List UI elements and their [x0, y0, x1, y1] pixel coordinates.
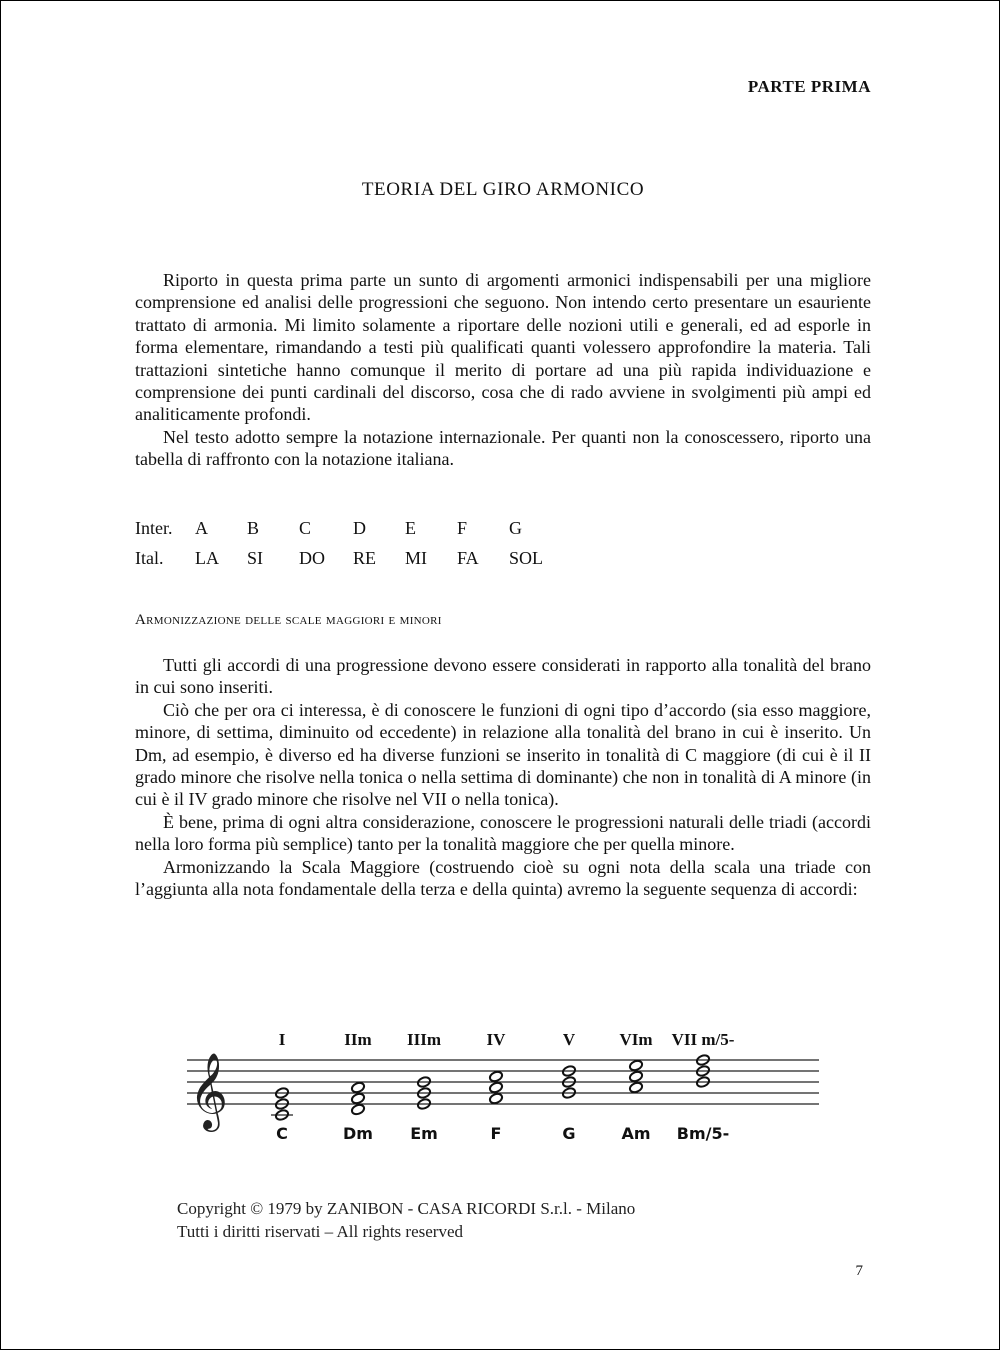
chord-name-label: Bm/5-	[676, 1124, 730, 1143]
notation-cell: RE	[353, 548, 377, 568]
notation-cell: F	[457, 518, 468, 538]
chord-name-label: G	[562, 1124, 576, 1143]
chord-degree-label: IV	[486, 1030, 506, 1049]
music-staff-example	[171, 1021, 831, 1151]
section-paragraph: Tutti gli accordi di una progressione devono essere considerati in rapporto alla tonalità del brano in cui sono inseriti.	[135, 655, 871, 698]
whole-note	[629, 1070, 644, 1083]
section-text	[135, 654, 871, 900]
chord-degree-label: IIm	[344, 1030, 372, 1049]
intro-paragraph: Riporto in questa prima parte un sunto di argomenti armonici indispensabili per una migliore comprensione ed analisi delle progressioni che seguono. Non intendo certo presentare un esauriente trattato di armonia. Mi limito solamente a riportare delle nozioni utili e generali, ed ad esporle in forma elementare, rimandando a testi più qualificati quanti volessero approfondire la materia. Tali trattazioni sintetiche hanno comunque il merito di portare ad una più rapida individuazione e comprensione dei punti cardinali del discorso, cosa che di rado avviene in svolgimenti più ampi ed analiticamente profondi.	[135, 270, 871, 425]
notation-cell: FA	[457, 548, 479, 568]
page-number: 7	[855, 1263, 863, 1279]
whole-note	[351, 1081, 366, 1094]
chord-degree-label: VIm	[619, 1030, 653, 1049]
notation-label: Ital.	[135, 548, 164, 568]
part-label: PARTE PRIMA	[747, 77, 871, 96]
whole-note	[351, 1092, 366, 1105]
notation-cell: C	[299, 518, 312, 538]
section-paragraph: Ciò che per ora ci interessa, è di conoscere le funzioni di ogni tipo d’accordo (sia esso maggiore, minore, di settima, diminuito od eccedente) in relazione alla tonalità del brano in cui è inserito. Un Dm, ad esempio, è diverso ed ha diverse funzioni se inserito in tonalità di C maggiore (di cui è il II grado minore che risolve nella tonica o nella settima di dominante) che non in tonalità di A minore (in cui è il IV grado minore che risolve nel VII o nella tonica).	[135, 699, 871, 810]
intro-paragraph: Nel testo adotto sempre la notazione internazionale. Per quanti non la conoscessero, riporto una tabella di raffronto con la notazione italiana.	[135, 426, 871, 470]
notation-cell: SI	[247, 548, 264, 568]
whole-note	[489, 1081, 504, 1094]
intro-text	[135, 269, 871, 471]
chord-name-label: F	[490, 1124, 502, 1143]
notation-cell: D	[353, 518, 366, 538]
notation-label: Inter.	[135, 518, 173, 538]
notation-cell: E	[405, 518, 416, 538]
chord-name-label: C	[276, 1124, 288, 1143]
chord-degree-label: VII m/5-	[671, 1030, 735, 1049]
whole-note	[629, 1059, 644, 1072]
notation-table	[135, 513, 561, 573]
notation-cell: SOL	[509, 548, 544, 568]
notation-cell: A	[195, 518, 208, 538]
chord-name-label: Em	[410, 1124, 438, 1143]
section-paragraph: È bene, prima di ogni altra considerazione, conoscere le progressioni naturali delle triadi (accordi nella loro forma più semplice) tanto per la tonalità maggiore che per quella minore.	[135, 811, 871, 855]
copyright	[177, 1197, 635, 1243]
notation-cell: LA	[195, 548, 219, 568]
whole-note	[629, 1081, 644, 1094]
chord-name-label: Am	[621, 1124, 651, 1143]
whole-note	[489, 1092, 504, 1105]
notation-row-international	[135, 513, 561, 543]
notation-cell: MI	[405, 548, 427, 568]
section-paragraph: Armonizzando la Scala Maggiore (costruendo cioè su ogni nota della scala una triade con l’aggiunta alla nota fondamentale della terza e della quinta) avremo la seguente sequenza di accordi:	[135, 856, 871, 900]
chord-name-label: Dm	[343, 1124, 373, 1143]
notation-cell: G	[509, 518, 522, 538]
notation-row-italian	[135, 543, 561, 573]
notation-cell: B	[247, 518, 260, 538]
copyright-line: Tutti i diritti riservati – All rights reserved	[177, 1222, 463, 1241]
whole-note	[489, 1070, 504, 1083]
chord-degree-label: IIIm	[406, 1030, 442, 1049]
copyright-line: Copyright © 1979 by ZANIBON - CASA RICORDI S.r.l. - Milano	[177, 1199, 636, 1218]
section-heading: Armonizzazione delle scale maggiori e minori	[135, 612, 442, 628]
chord-degree-label: I	[278, 1030, 286, 1049]
chord-degree-label: V	[562, 1030, 576, 1049]
notation-cell: DO	[299, 548, 325, 568]
page-title: TEORIA DEL GIRO ARMONICO	[361, 179, 645, 200]
whole-note	[351, 1103, 366, 1116]
chords-layer	[271, 1030, 735, 1143]
treble-clef-icon: 𝄞	[189, 1052, 229, 1129]
